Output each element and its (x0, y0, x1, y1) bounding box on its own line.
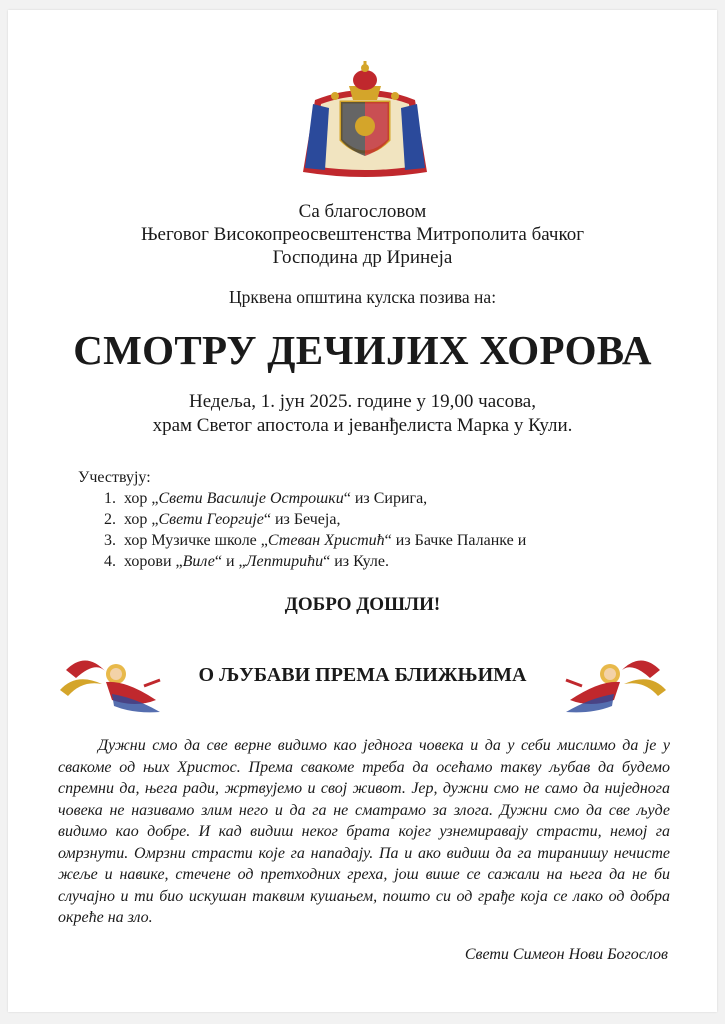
list-item: 4. хорови „Виле“ и „Лептирићи“ из Куле. (120, 551, 526, 572)
quote-text (58, 735, 670, 929)
list-item: 1. хор „Свети Василије Острошки“ из Сирига, (120, 488, 526, 509)
section-title: О ЉУБАВИ ПРЕМА БЛИЖЊИМА (198, 664, 527, 686)
list-item: 3. хор Музичке школе „Стеван Христић“ из Бачке Паланке и (120, 530, 526, 551)
welcome-text: ДОБРО ДОШЛИ! (284, 594, 441, 615)
angel-icon (560, 650, 670, 720)
invite-text: Црквена општина кулска позива на: (228, 287, 497, 307)
blessing-line-2: Његовог Високопреосвештенства Митрополита бачког (140, 224, 585, 245)
event-date-time: Недеља, 1. јун 2025. године у 19,00 часова, (189, 391, 536, 412)
quote-author: Свети Симеон Нови Богослов (464, 946, 668, 963)
blessing-line-3: Господина др Иринеја (272, 247, 453, 268)
event-title: СМОТРУ ДЕЧИЈИХ ХОРОВА (73, 327, 652, 373)
blessing-line-1: Са благословом (298, 201, 427, 222)
quote-paragraph: Дужни смо да све верне видимо као једнога човека и да у себи мислимо да је у свакоме од њих Христос. Према свакоме треба да осећамо такву љубав да будемо спремни да, њега ради, жртвујемо и свој живот. Јер, дужни смо не само да ниједнога човека не називамо злим него и да га не сматрамо за злога. Дужни смо да све људе видимо као добре. И кад видиш неког брата којег узнемиравају страсти, немој га омрзнути. Омрзни страсти које га нападају. Па и ако видиш да га тиранишу нечисте жеље и навике, стечене од претходних греха, још више се сажали на њега да не би случајно и ти био искушан таквим кушањем, пошто си од грађе која се лако од добра окреће на зло. (58, 737, 670, 926)
event-location: храм Светог апостола и јеванђелиста Марка у Кули. (152, 415, 573, 436)
blessing-text (0, 200, 725, 269)
list-item: 2. хор „Свети Георгије“ из Бечеја, (120, 509, 526, 530)
participants-list (78, 467, 526, 572)
participants-heading: Учествују: (78, 469, 151, 486)
event-details (0, 390, 725, 438)
diocese-coat-of-arms-icon (295, 60, 435, 185)
